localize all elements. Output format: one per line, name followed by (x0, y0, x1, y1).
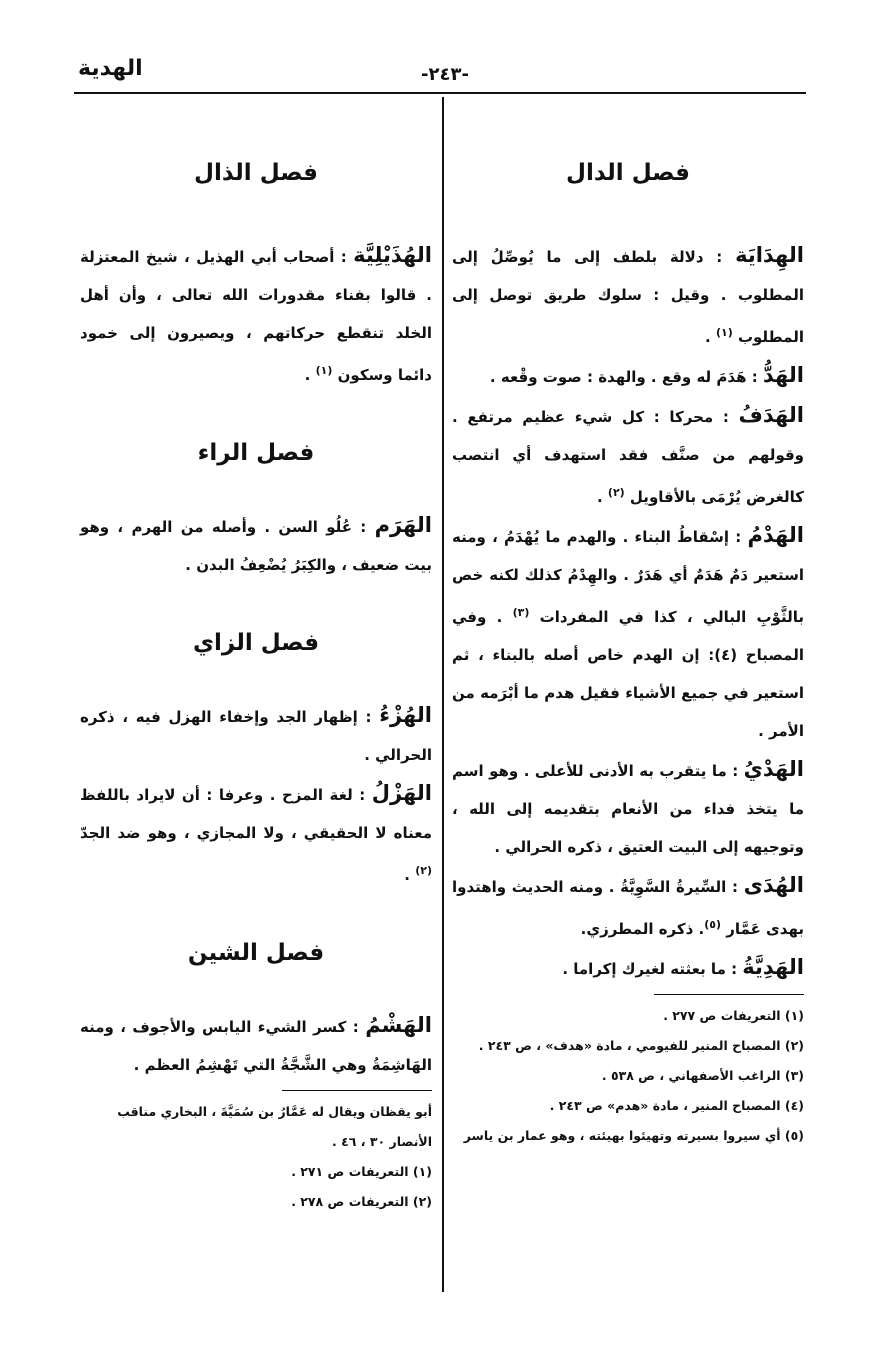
entry-tail: . (404, 866, 416, 884)
footnote: (٥) أي سيروا بسيرته وتهيئوا بهيئته ، وهو عمار بن ياسر (463, 1128, 804, 1143)
entry-term: الهَدَفُ (738, 403, 804, 427)
left-column (80, 150, 432, 1217)
running-head: الهدية (78, 56, 143, 81)
entry-term: الهُزْءُ (379, 703, 432, 727)
entry-text: : ما يتقرب به الأدنى للأعلى . وهو اسم ما يتخذ فداء من الأنعام بتقديمه إلى الله ، وتوجيهه إلى البيت العتيق ، ذكره الحرالي . (452, 762, 804, 856)
entry-term: الهُذَيْلِيَّة (353, 243, 432, 267)
entry-hudhayliyya (80, 236, 432, 394)
entry-huz (80, 696, 432, 774)
footnote-ref: (١) (315, 364, 333, 377)
entry-hadm (452, 516, 804, 750)
entry-text: : لغة المزح . وعرفا : أن لايراد باللفظ معناه لا الحقيقي ، ولا المجازي ، وهو ضد الجدّ (80, 786, 432, 842)
footnote: (٢) المصباح المنير للفيومي ، مادة «هدف» ، ص ٢٤٣ . (478, 1038, 804, 1053)
entry-text: : أصحاب أبي الهذيل ، شيخ المعتزلة . قالوا بفناء مقدورات الله تعالى ، وأن أهل الخلد تنقطع حركاتهم ، ويصيرون إلى خمود دائما وسكون (80, 248, 432, 384)
entry-text: : محركا : كل شيء عظيم مرتفع . وقولهم من صنَّف فقد استهدف أي انتصب كالغرض يُرْمَى بالأقاويل (452, 408, 804, 506)
entry-tail: . (304, 366, 316, 384)
footnote-continuation: أبو يقظان ويقال له عَمَّارُ بن سُمَيَّةَ ، البخاري مناقب الأنصار ٣٠ ، ٤٦ . (117, 1104, 432, 1149)
section-title: فصل الذال (194, 160, 318, 186)
entry-text: : ما بعثته لغيرك إكراما . (562, 960, 743, 978)
footnote-ref: (٣) (512, 606, 530, 619)
entry-text: : كسر الشيء اليابس والأجوف ، ومنه الهَاشِمَةُ وهي الشَّجَّةُ التي تَهْشِمُ العظم . (80, 1018, 432, 1074)
entry-term: الهِدَايَة (735, 243, 804, 267)
entry-tail: . وفي المصباح (٤): إن الهدم خاص أصله بالبناء ، ثم استعير في جميع الأشياء فقيل هدم ما أبْرَمه من الأمر . (452, 608, 804, 740)
entry-tail: . (596, 488, 608, 506)
entry-text: : عُلُو السن . وأصله من الهرم ، وهو بيت ضعيف ، والكِبَرُ يُضْعِفُ البدن . (80, 518, 432, 574)
entry-haram (80, 506, 432, 584)
entry-hadiyya (452, 948, 804, 988)
entry-term: الهَشْمُ (365, 1013, 432, 1037)
entry-term: الهَدْيُ (743, 757, 804, 781)
entry-huda (452, 866, 804, 948)
footnote-ref: (٢) (415, 864, 432, 877)
footnote-ref: (٢) (607, 486, 625, 499)
footnote: (١) التعريفات ص ٢٧٧ . (663, 1008, 804, 1023)
footnote-rule (654, 994, 804, 995)
entry-text: : دلالة بلطف إلى ما يُوصِّلُ إلى المطلوب . وقيل : سلوك طريق توصل إلى المطلوب (452, 248, 804, 346)
footnote: (٣) الراغب الأصفهاني ، ص ٥٣٨ . (601, 1068, 804, 1083)
footnote: (٢) التعريفات ص ٢٧٨ . (291, 1194, 432, 1209)
column-divider (442, 97, 444, 1292)
header-rule (74, 92, 806, 94)
right-column (452, 150, 804, 1151)
entry-term: الهُدَى (743, 873, 804, 897)
section-title: فصل الزاي (192, 630, 320, 656)
entry-text: : إظهار الجد وإخفاء الهزل فيه ، ذكره الحرالي . (80, 708, 432, 764)
entry-hady (452, 750, 804, 866)
footnote: (٤) المصباح المنير ، مادة «هدم» ص ٢٤٣ . (549, 1098, 804, 1113)
entry-hidaya (452, 236, 804, 356)
entry-tail: . (705, 328, 716, 346)
footnote: (١) التعريفات ص ٢٧١ . (291, 1164, 432, 1179)
entry-term: الهَدْمُ (747, 523, 804, 547)
section-title: فصل الشين (187, 940, 325, 966)
entry-term: الهَرَم (374, 513, 432, 537)
section-title: فصل الراء (197, 440, 315, 466)
entry-term: الهَزْلُ (371, 781, 432, 805)
entry-hashm (80, 1006, 432, 1084)
entry-term: الهَدُّ (762, 363, 804, 387)
footnote-rule (282, 1090, 432, 1091)
entry-text: : هَدَمَ له وقع . والهدة : صوت وقْعه . (489, 368, 763, 386)
entry-hazl (80, 774, 432, 894)
entry-hadd (452, 356, 804, 396)
footnote-ref: (٥) (704, 918, 722, 931)
entry-hadaf (452, 396, 804, 516)
entry-text: : إسْقاطُ البناء . والهدم ما يُهْدَمُ ، ومنه استعير دَمٌ هَدَمٌ أي هَدَرٌ . والهِدْمُ كذلك لكنه خص بالثَّوْبِ البالي ، كذا في المفردات (452, 528, 804, 626)
entry-tail: . ذكره المطرزي. (580, 920, 705, 938)
entry-text: : السِّيرةُ السَّوِيَّةُ . ومنه الحديث واهتدوا بهدى عَمَّار (452, 878, 804, 938)
section-title: فصل الدال (566, 160, 690, 186)
entry-term: الهَدِيَّةُ (742, 955, 804, 979)
footnote-ref: (١) (715, 326, 733, 339)
page-number: -٢٤٣- (421, 64, 469, 85)
